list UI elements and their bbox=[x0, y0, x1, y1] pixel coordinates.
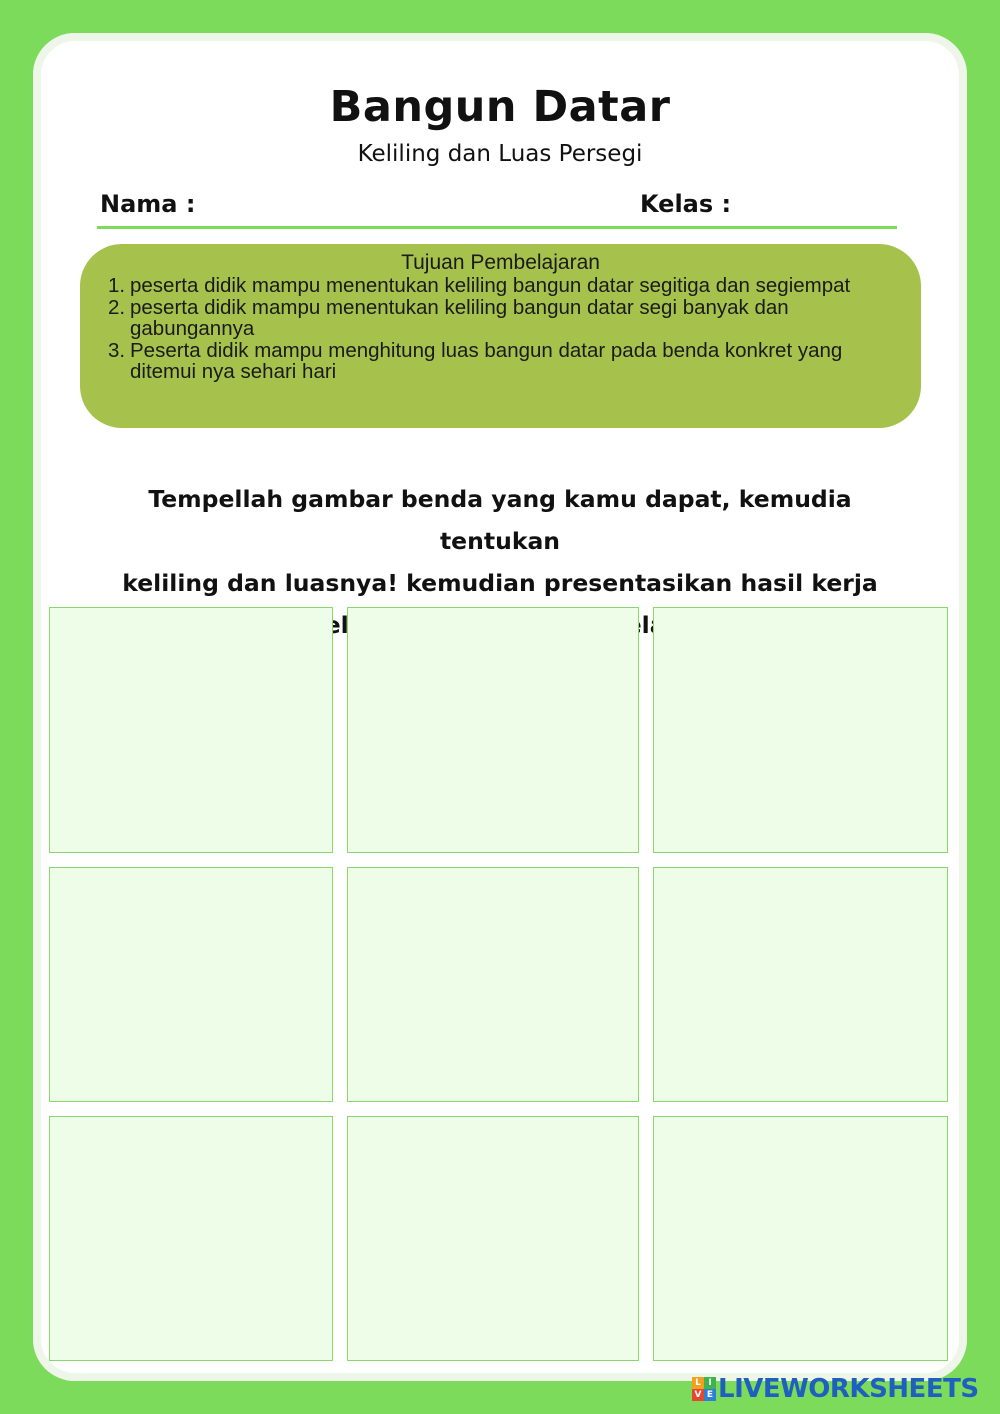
kelas-label: Kelas : bbox=[640, 190, 732, 218]
logo-letter: I bbox=[704, 1377, 716, 1389]
learning-goal-item bbox=[108, 275, 898, 297]
learning-goal-item bbox=[108, 340, 898, 383]
liveworksheets-logo-icon bbox=[692, 1377, 716, 1401]
goal-text: peserta didik mampu menentukan keliling bangun datar segi banyak dan gabungannya bbox=[130, 295, 789, 340]
image-drop-box-5[interactable] bbox=[347, 867, 639, 1102]
image-drop-box-6[interactable] bbox=[653, 867, 948, 1102]
learning-goals-list bbox=[108, 275, 898, 383]
logo-letter: L bbox=[692, 1377, 704, 1389]
goal-number: 1. bbox=[108, 274, 126, 297]
image-drop-box-7[interactable] bbox=[49, 1116, 333, 1361]
image-drop-box-3[interactable] bbox=[653, 607, 948, 853]
image-drop-box-1[interactable] bbox=[49, 607, 333, 853]
logo-letter: E bbox=[704, 1389, 716, 1401]
logo-letter: V bbox=[692, 1389, 704, 1401]
image-drop-box-4[interactable] bbox=[49, 867, 333, 1102]
image-drop-box-2[interactable] bbox=[347, 607, 639, 853]
goal-text: peserta didik mampu menentukan keliling bangun datar segitiga dan segiempat bbox=[130, 274, 851, 297]
liveworksheets-watermark bbox=[692, 1374, 979, 1404]
goal-number: 2. bbox=[108, 295, 126, 319]
image-drop-box-9[interactable] bbox=[653, 1116, 948, 1361]
instruction-line: kelas! bbox=[610, 611, 691, 639]
learning-goals-title: Tujuan Pembelajaran bbox=[401, 251, 600, 274]
page-subtitle: Keliling dan Luas Persegi bbox=[357, 141, 643, 167]
goal-text: Peserta didik mampu menghitung luas bangun datar pada benda konkret yang ditemui nya sehari hari bbox=[130, 338, 843, 383]
page-title: Bangun Datar bbox=[329, 82, 671, 132]
nama-label: Nama : bbox=[100, 190, 196, 218]
learning-goals-panel bbox=[80, 244, 921, 428]
header-divider bbox=[97, 226, 897, 229]
image-drop-box-8[interactable] bbox=[347, 1116, 639, 1361]
watermark-text: LIVEWORKSHEETS bbox=[718, 1374, 979, 1404]
instruction-line: keliling dan luasnya! kemudian presentasikan hasil kerja bbox=[122, 569, 878, 597]
learning-goal-item bbox=[108, 297, 898, 340]
goal-number: 3. bbox=[108, 338, 126, 362]
instruction-line: Tempellah gambar benda yang kamu dapat, kemudia tentukan bbox=[148, 485, 852, 555]
